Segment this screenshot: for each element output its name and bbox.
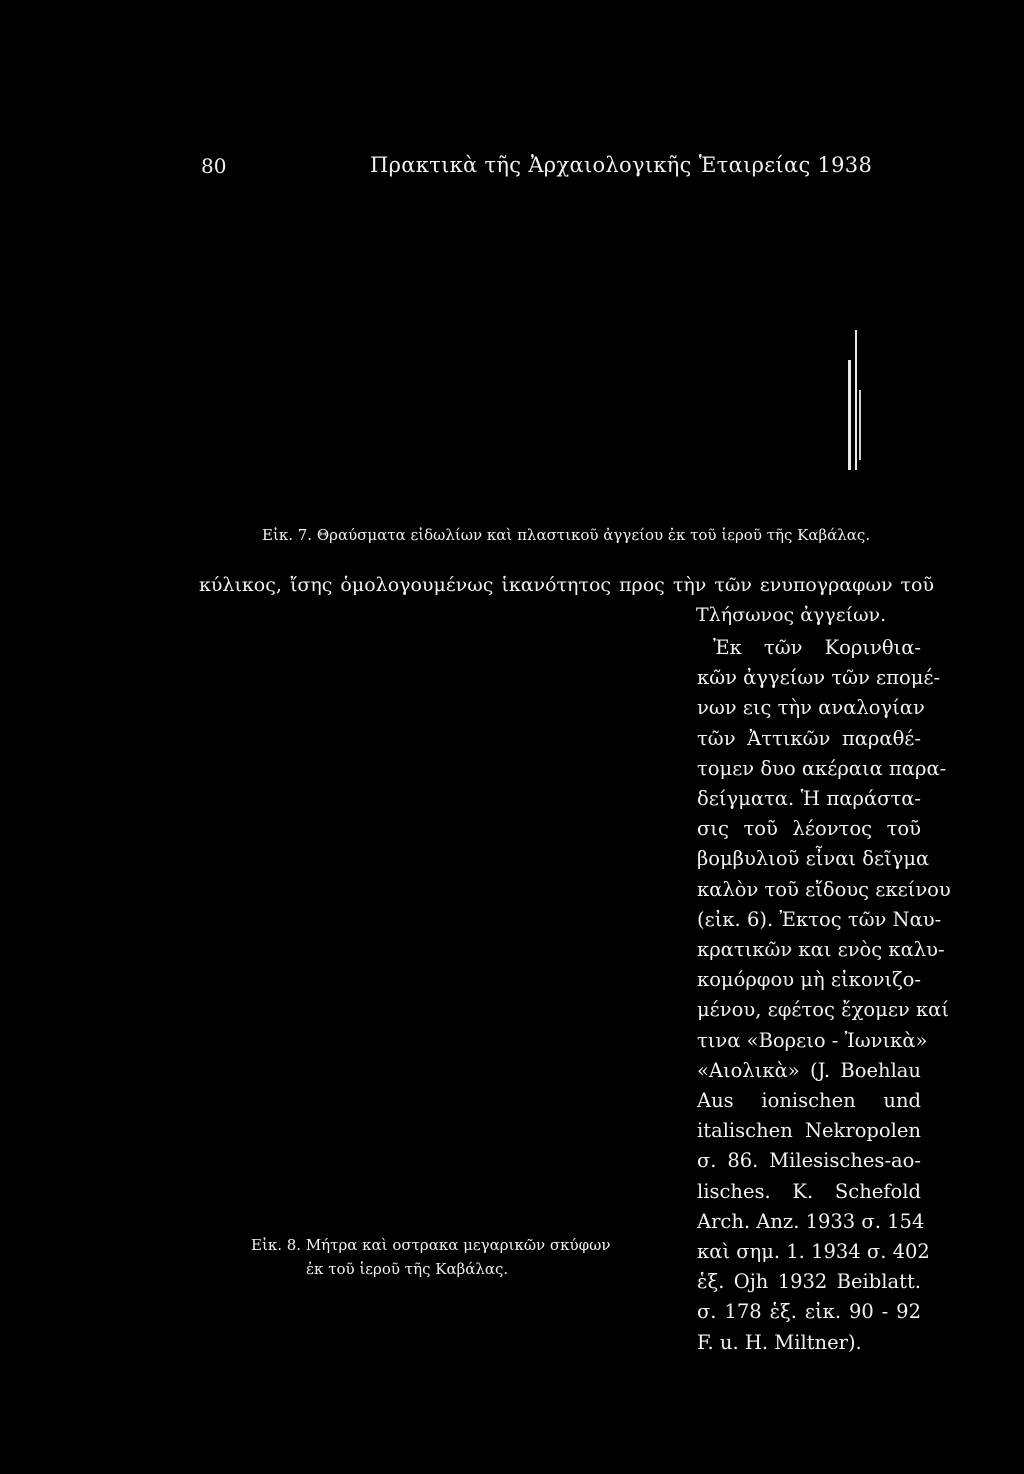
body-text-column	[697, 633, 951, 1358]
running-header: Πρακτικὰ τῆς Ἀρχαιολογικῆς Ἑταιρείας 1938	[370, 153, 873, 177]
scan-edge-line	[859, 390, 861, 460]
figure-7-caption: Εἰκ. 7. Θραύσματα εἰδωλίων καὶ πλαστικοῦ ἀγγείου ἐκ τοῦ ἱεροῦ τῆς Καβάλας.	[262, 526, 871, 544]
column-line: «Αιολικὰ» (J. Boehlau	[697, 1058, 921, 1082]
page-number: 80	[201, 154, 227, 178]
column-line: σ. 178 ἑξ. εἰκ. 90 - 92	[697, 1300, 921, 1324]
column-line: καλὸν τοῦ εἴδους εκείνου	[697, 877, 951, 901]
scan-edge-line	[855, 330, 857, 470]
figure-8-caption: ἐκ τοῦ ἱεροῦ τῆς Καβάλας.	[306, 1260, 509, 1278]
column-line: κρατικῶν και ενὸς καλυ-	[697, 938, 945, 962]
column-line: ἑξ. Ojh 1932 Beiblatt.	[697, 1270, 921, 1294]
column-line: lisches. K. Schefold	[697, 1179, 921, 1203]
column-line: Aus ionischen und	[697, 1089, 921, 1113]
column-line: δείγματα. Ἡ παράστα-	[697, 787, 921, 811]
column-line: καὶ σημ. 1. 1934 σ. 402	[697, 1240, 930, 1264]
body-text-line: Τλήσωνος ἀγγείων.	[696, 604, 887, 626]
column-line: σις τοῦ λέοντος τοῦ	[697, 817, 921, 841]
column-line: τομεν δυο ακέραια παρα-	[697, 756, 947, 780]
column-line: κῶν ἀγγείων τῶν επομέ-	[697, 666, 941, 690]
column-line: σ. 86. Milesisches-ao-	[697, 1149, 921, 1173]
column-line: italischen Nekropolen	[697, 1119, 921, 1143]
column-line: F. u. H. Miltner).	[697, 1330, 862, 1354]
column-line: Arch. Anz. 1933 σ. 154	[697, 1209, 925, 1233]
column-line: νων εις τὴν αναλογίαν	[697, 696, 925, 720]
column-line: βομβυλιοῦ εἶναι δεῖγμα	[697, 847, 930, 871]
column-line: μένου, εφέτος ἔχομεν καί	[697, 998, 949, 1022]
column-line: τινα «Βορειο - Ἰωνικὰ»	[697, 1028, 928, 1052]
column-line: κομόρφου μὴ εἰκονιζο-	[697, 968, 921, 992]
figure-8-caption: Εἰκ. 8. Μήτρα καὶ οστρακα μεγαρικῶν σκύφων	[251, 1236, 611, 1254]
column-line: τῶν Ἀττικῶν παραθέ-	[697, 726, 921, 750]
column-line: (εἰκ. 6). Ἐκτος τῶν Ναυ-	[697, 907, 942, 931]
body-text-line: κύλικος, ἴσης ὁμολογουμένως ἱκανότητος προς τὴν τῶν ενυπογραφων τοῦ	[199, 574, 935, 596]
column-line: Ἐκ τῶν Κορινθια-	[713, 636, 921, 659]
scan-edge-line	[848, 360, 851, 470]
scan-edge-artifact	[842, 330, 866, 470]
